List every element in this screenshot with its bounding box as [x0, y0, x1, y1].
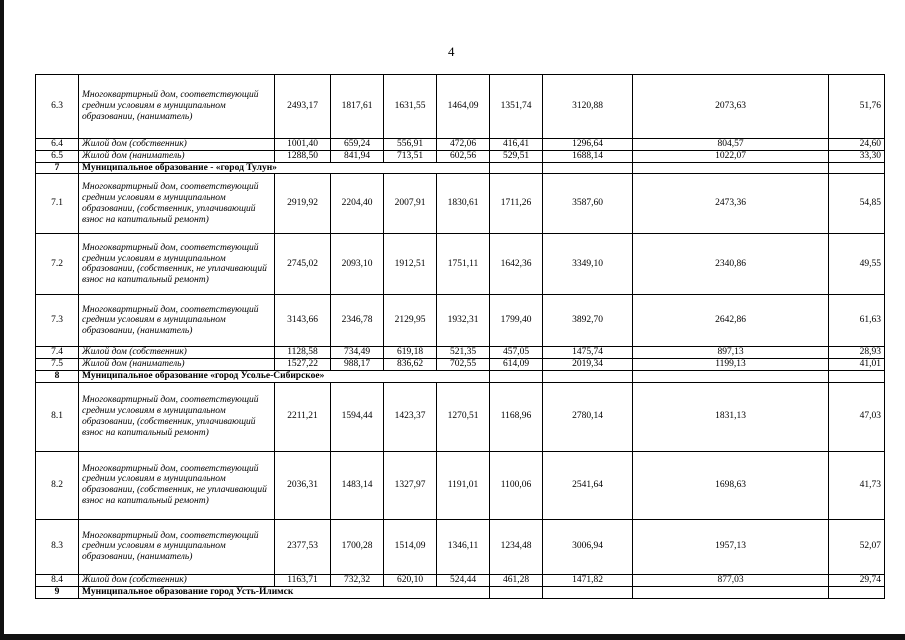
page-number: 4	[448, 44, 455, 59]
value-cell: 620,10	[384, 574, 437, 586]
section-row	[36, 162, 885, 174]
value-cell: 1594,44	[331, 382, 384, 451]
value-cell: 2093,10	[331, 234, 384, 295]
empty-cell	[490, 370, 543, 382]
empty-cell	[543, 370, 633, 382]
value-cell: 521,35	[437, 347, 490, 359]
value-cell: 2129,95	[384, 295, 437, 347]
value-cell: 734,49	[331, 347, 384, 359]
tariff-table	[35, 74, 885, 599]
value-cell: 2377,53	[275, 519, 331, 574]
value-cell: 61,63	[829, 295, 885, 347]
value-cell: 2340,86	[633, 234, 829, 295]
value-cell: 33,30	[829, 150, 885, 162]
section-row	[36, 586, 885, 598]
empty-cell	[543, 586, 633, 598]
value-cell: 1351,74	[490, 75, 543, 139]
value-cell: 841,94	[331, 150, 384, 162]
empty-cell	[633, 162, 829, 174]
value-cell: 897,13	[633, 347, 829, 359]
value-cell: 2473,36	[633, 174, 829, 234]
housing-type: Жилой дом (собственник)	[79, 139, 275, 151]
table-row	[36, 382, 885, 451]
value-cell: 988,17	[331, 359, 384, 371]
value-cell: 461,28	[490, 574, 543, 586]
value-cell: 1168,96	[490, 382, 543, 451]
housing-type: Жилой дом (собственник)	[79, 574, 275, 586]
row-number: 8	[36, 370, 79, 382]
value-cell: 529,51	[490, 150, 543, 162]
row-number: 8.2	[36, 451, 79, 519]
section-title: Муниципальное образование - «город Тулун»	[79, 162, 490, 174]
value-cell: 3587,60	[543, 174, 633, 234]
value-cell: 1234,48	[490, 519, 543, 574]
housing-type: Жилой дом (собственник)	[79, 347, 275, 359]
value-cell: 1001,40	[275, 139, 331, 151]
value-cell: 556,91	[384, 139, 437, 151]
housing-type: Многоквартирный дом, соответствующий средним условиям в муниципальном образовании, (наниматель)	[79, 75, 275, 139]
housing-type: Многоквартирный дом, соответствующий средним условиям в муниципальном образовании, (собственник, уплачивающий взнос на капитальный ремонт)	[79, 382, 275, 451]
housing-type: Многоквартирный дом, соответствующий средним условиям в муниципальном образовании, (наниматель)	[79, 519, 275, 574]
section-row	[36, 370, 885, 382]
row-number: 6.4	[36, 139, 79, 151]
row-number: 6.3	[36, 75, 79, 139]
value-cell: 47,03	[829, 382, 885, 451]
value-cell: 836,62	[384, 359, 437, 371]
value-cell: 614,09	[490, 359, 543, 371]
value-cell: 2745,02	[275, 234, 331, 295]
value-cell: 1711,26	[490, 174, 543, 234]
empty-cell	[490, 586, 543, 598]
value-cell: 3143,66	[275, 295, 331, 347]
value-cell: 3120,88	[543, 75, 633, 139]
housing-type: Многоквартирный дом, соответствующий средним условиям в муниципальном образовании, (собственник, не уплачивающий взнос на капитальный ремонт)	[79, 234, 275, 295]
value-cell: 52,07	[829, 519, 885, 574]
value-cell: 472,06	[437, 139, 490, 151]
section-title: Муниципальное образование город Усть-Илимск	[79, 586, 490, 598]
value-cell: 1483,14	[331, 451, 384, 519]
value-cell: 54,85	[829, 174, 885, 234]
table-row	[36, 295, 885, 347]
value-cell: 1527,22	[275, 359, 331, 371]
value-cell: 1163,71	[275, 574, 331, 586]
table-row	[36, 174, 885, 234]
row-number: 7.5	[36, 359, 79, 371]
value-cell: 1475,74	[543, 347, 633, 359]
row-number: 7.1	[36, 174, 79, 234]
value-cell: 2211,21	[275, 382, 331, 451]
value-cell: 1199,13	[633, 359, 829, 371]
row-number: 8.1	[36, 382, 79, 451]
housing-type: Многоквартирный дом, соответствующий средним условиям в муниципальном образовании, (собственник, уплачивающий взнос на капитальный ремонт)	[79, 174, 275, 234]
value-cell: 2036,31	[275, 451, 331, 519]
value-cell: 1288,50	[275, 150, 331, 162]
table-row	[36, 347, 885, 359]
value-cell: 416,41	[490, 139, 543, 151]
table-row	[36, 574, 885, 586]
value-cell: 1698,63	[633, 451, 829, 519]
value-cell: 602,56	[437, 150, 490, 162]
value-cell: 659,24	[331, 139, 384, 151]
value-cell: 3892,70	[543, 295, 633, 347]
value-cell: 1799,40	[490, 295, 543, 347]
value-cell: 1912,51	[384, 234, 437, 295]
value-cell: 1642,36	[490, 234, 543, 295]
scan-border-left	[0, 0, 4, 640]
value-cell: 1100,06	[490, 451, 543, 519]
value-cell: 1327,97	[384, 451, 437, 519]
row-number: 7	[36, 162, 79, 174]
value-cell: 1830,61	[437, 174, 490, 234]
value-cell: 2007,91	[384, 174, 437, 234]
section-title: Муниципальное образование «город Усолье-Сибирское»	[79, 370, 490, 382]
table-row	[36, 75, 885, 139]
value-cell: 2541,64	[543, 451, 633, 519]
row-number: 8.3	[36, 519, 79, 574]
value-cell: 2642,86	[633, 295, 829, 347]
value-cell: 1471,82	[543, 574, 633, 586]
value-cell: 1957,13	[633, 519, 829, 574]
housing-type: Жилой дом (наниматель)	[79, 359, 275, 371]
row-number: 9	[36, 586, 79, 598]
value-cell: 3349,10	[543, 234, 633, 295]
value-cell: 524,44	[437, 574, 490, 586]
value-cell: 1191,01	[437, 451, 490, 519]
empty-cell	[633, 370, 829, 382]
value-cell: 2493,17	[275, 75, 331, 139]
value-cell: 1296,64	[543, 139, 633, 151]
value-cell: 1688,14	[543, 150, 633, 162]
row-number: 7.4	[36, 347, 79, 359]
value-cell: 1817,61	[331, 75, 384, 139]
table-row	[36, 139, 885, 151]
value-cell: 2204,40	[331, 174, 384, 234]
value-cell: 1751,11	[437, 234, 490, 295]
value-cell: 713,51	[384, 150, 437, 162]
table-row	[36, 150, 885, 162]
value-cell: 2346,78	[331, 295, 384, 347]
value-cell: 1423,37	[384, 382, 437, 451]
value-cell: 24,60	[829, 139, 885, 151]
value-cell: 1514,09	[384, 519, 437, 574]
table-row	[36, 451, 885, 519]
value-cell: 2919,92	[275, 174, 331, 234]
housing-type: Жилой дом (наниматель)	[79, 150, 275, 162]
empty-cell	[543, 162, 633, 174]
value-cell: 2073,63	[633, 75, 829, 139]
value-cell: 1464,09	[437, 75, 490, 139]
value-cell: 702,55	[437, 359, 490, 371]
value-cell: 2019,34	[543, 359, 633, 371]
value-cell: 457,05	[490, 347, 543, 359]
row-number: 7.2	[36, 234, 79, 295]
value-cell: 28,93	[829, 347, 885, 359]
value-cell: 51,76	[829, 75, 885, 139]
table-row	[36, 519, 885, 574]
value-cell: 732,32	[331, 574, 384, 586]
value-cell: 1022,07	[633, 150, 829, 162]
empty-cell	[490, 162, 543, 174]
value-cell: 1700,28	[331, 519, 384, 574]
value-cell: 3006,94	[543, 519, 633, 574]
row-number: 7.3	[36, 295, 79, 347]
table-row	[36, 234, 885, 295]
value-cell: 1631,55	[384, 75, 437, 139]
value-cell: 804,57	[633, 139, 829, 151]
value-cell: 1346,11	[437, 519, 490, 574]
table-row	[36, 359, 885, 371]
value-cell: 41,01	[829, 359, 885, 371]
value-cell: 1932,31	[437, 295, 490, 347]
value-cell: 41,73	[829, 451, 885, 519]
value-cell: 29,74	[829, 574, 885, 586]
row-number: 8.4	[36, 574, 79, 586]
value-cell: 49,55	[829, 234, 885, 295]
scan-border-bottom	[0, 634, 905, 640]
value-cell: 2780,14	[543, 382, 633, 451]
housing-type: Многоквартирный дом, соответствующий средним условиям в муниципальном образовании, (наниматель)	[79, 295, 275, 347]
housing-type: Многоквартирный дом, соответствующий средним условиям в муниципальном образовании, (собственник, не уплачивающий взнос на капитальный ремонт)	[79, 451, 275, 519]
empty-cell	[829, 370, 885, 382]
value-cell: 1128,58	[275, 347, 331, 359]
value-cell: 1270,51	[437, 382, 490, 451]
value-cell: 619,18	[384, 347, 437, 359]
empty-cell	[829, 586, 885, 598]
empty-cell	[633, 586, 829, 598]
row-number: 6.5	[36, 150, 79, 162]
value-cell: 877,03	[633, 574, 829, 586]
empty-cell	[829, 162, 885, 174]
value-cell: 1831,13	[633, 382, 829, 451]
